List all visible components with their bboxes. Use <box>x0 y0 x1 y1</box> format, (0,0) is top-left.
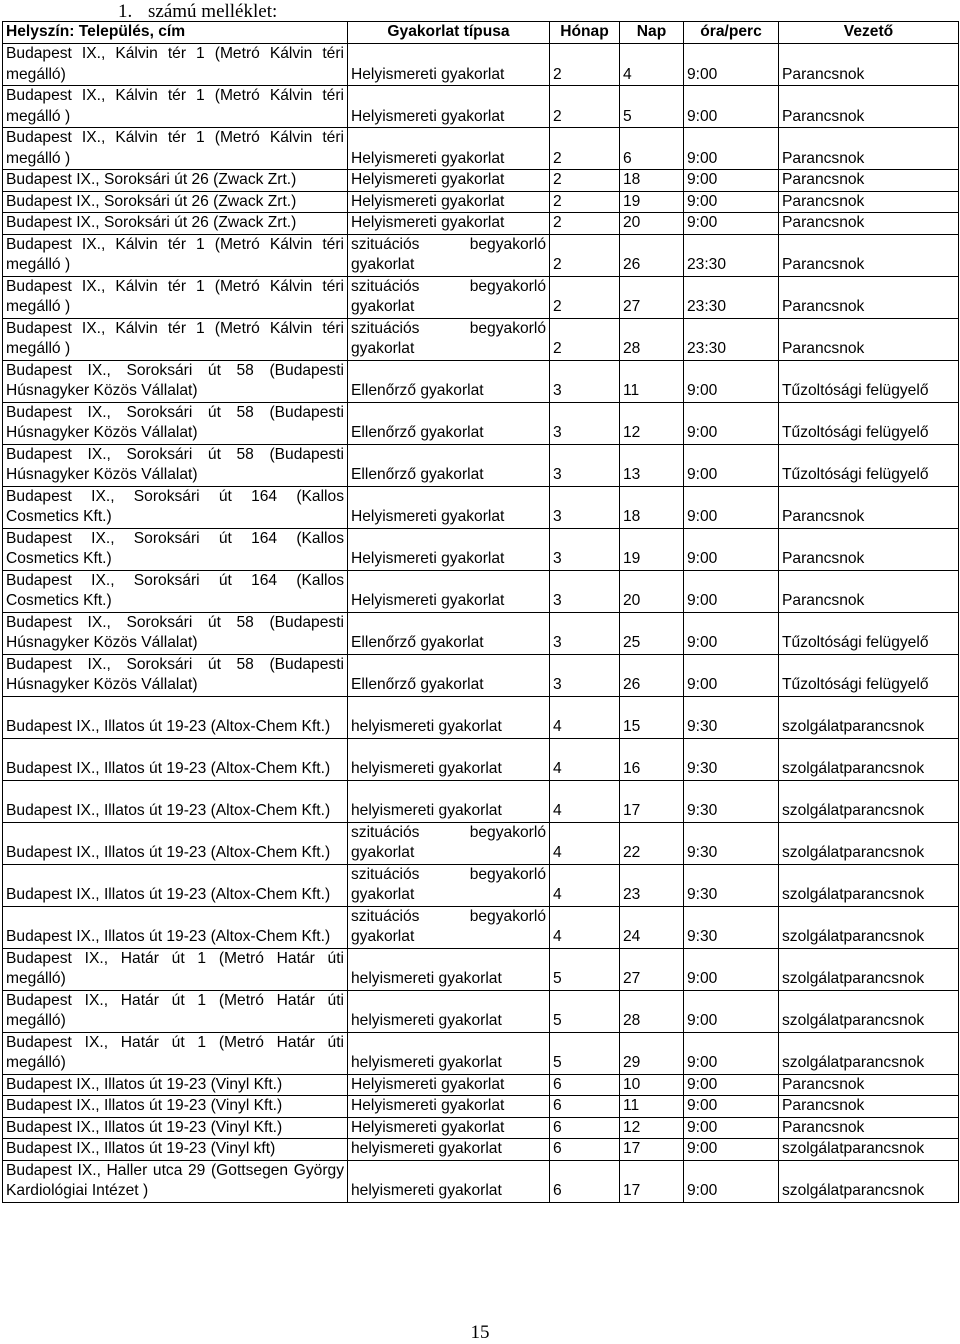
leader-cell: szolgálatparancsnok <box>779 780 959 822</box>
exercise-type-cell: Helyismereti gyakorlat <box>348 213 550 235</box>
table-row <box>3 906 959 948</box>
location-cell: Budapest IX., Határ út 1 (Metró Határ úti megálló) <box>3 1032 348 1074</box>
exercise-type-cell: helyismereti gyakorlat <box>348 948 550 990</box>
table-body <box>3 44 959 1203</box>
month-cell: 3 <box>550 444 620 486</box>
day-cell: 28 <box>620 318 684 360</box>
month-cell: 2 <box>550 213 620 235</box>
month-cell: 6 <box>550 1074 620 1096</box>
table-row <box>3 213 959 235</box>
table-row <box>3 486 959 528</box>
table-row <box>3 864 959 906</box>
table-row <box>3 1139 959 1161</box>
time-cell: 9:00 <box>684 44 779 86</box>
day-cell: 29 <box>620 1032 684 1074</box>
exercise-type-cell: helyismereti gyakorlat <box>348 1032 550 1074</box>
location-cell: Budapest IX., Illatos út 19-23 (Altox-Chem Kft.) <box>3 780 348 822</box>
location-cell: Budapest IX., Haller utca 29 (Gottsegen György Kardiológiai Intézet ) <box>3 1160 348 1202</box>
location-cell: Budapest IX., Kálvin tér 1 (Metró Kálvin téri megálló ) <box>3 128 348 170</box>
day-cell: 18 <box>620 170 684 192</box>
month-cell: 3 <box>550 486 620 528</box>
exercise-type-cell: helyismereti gyakorlat <box>348 696 550 738</box>
time-cell: 9:00 <box>684 1117 779 1139</box>
time-cell: 9:30 <box>684 906 779 948</box>
day-cell: 17 <box>620 780 684 822</box>
day-cell: 22 <box>620 822 684 864</box>
header-month: Hónap <box>550 22 620 44</box>
month-cell: 6 <box>550 1096 620 1118</box>
time-cell: 9:00 <box>684 1032 779 1074</box>
day-cell: 16 <box>620 738 684 780</box>
month-cell: 5 <box>550 948 620 990</box>
leader-cell: Parancsnok <box>779 128 959 170</box>
time-cell: 9:00 <box>684 612 779 654</box>
table-row <box>3 780 959 822</box>
location-cell: Budapest IX., Határ út 1 (Metró Határ úti megálló) <box>3 948 348 990</box>
header-leader: Vezető <box>779 22 959 44</box>
day-cell: 20 <box>620 213 684 235</box>
location-cell: Budapest IX., Soroksári út 58 (Budapesti Húsnagyker Közös Vállalat) <box>3 612 348 654</box>
exercise-type-cell: helyismereti gyakorlat <box>348 1160 550 1202</box>
time-cell: 9:00 <box>684 1074 779 1096</box>
leader-cell: szolgálatparancsnok <box>779 864 959 906</box>
location-cell: Budapest IX., Kálvin tér 1 (Metró Kálvin téri megálló) <box>3 44 348 86</box>
exercise-type-cell: helyismereti gyakorlat <box>348 738 550 780</box>
day-cell: 19 <box>620 191 684 213</box>
month-cell: 6 <box>550 1117 620 1139</box>
month-cell: 3 <box>550 402 620 444</box>
time-cell: 9:00 <box>684 170 779 192</box>
location-cell: Budapest IX., Soroksári út 26 (Zwack Zrt.) <box>3 170 348 192</box>
leader-cell: szolgálatparancsnok <box>779 906 959 948</box>
table-row <box>3 1160 959 1202</box>
day-cell: 20 <box>620 570 684 612</box>
time-cell: 9:00 <box>684 570 779 612</box>
day-cell: 15 <box>620 696 684 738</box>
header-location: Helyszín: Település, cím <box>3 22 348 44</box>
leader-cell: szolgálatparancsnok <box>779 1032 959 1074</box>
header-day: Nap <box>620 22 684 44</box>
time-cell: 9:30 <box>684 696 779 738</box>
month-cell: 3 <box>550 570 620 612</box>
location-cell: Budapest IX., Soroksári út 26 (Zwack Zrt.) <box>3 213 348 235</box>
time-cell: 9:00 <box>684 360 779 402</box>
month-cell: 2 <box>550 318 620 360</box>
leader-cell: szolgálatparancsnok <box>779 822 959 864</box>
exercise-type-cell: Helyismereti gyakorlat <box>348 1074 550 1096</box>
month-cell: 4 <box>550 738 620 780</box>
exercise-type-cell: szituációs begyakorló gyakorlat <box>348 234 550 276</box>
leader-cell: Parancsnok <box>779 1096 959 1118</box>
table-row <box>3 444 959 486</box>
time-cell: 23:30 <box>684 318 779 360</box>
table-row <box>3 360 959 402</box>
exercise-type-cell: Helyismereti gyakorlat <box>348 486 550 528</box>
exercise-type-cell: szituációs begyakorló gyakorlat <box>348 318 550 360</box>
table-row <box>3 696 959 738</box>
table-row <box>3 191 959 213</box>
time-cell: 23:30 <box>684 234 779 276</box>
location-cell: Budapest IX., Kálvin tér 1 (Metró Kálvin téri megálló ) <box>3 276 348 318</box>
location-cell: Budapest IX., Soroksári út 58 (Budapesti Húsnagyker Közös Vállalat) <box>3 444 348 486</box>
leader-cell: szolgálatparancsnok <box>779 1160 959 1202</box>
month-cell: 4 <box>550 822 620 864</box>
day-cell: 25 <box>620 612 684 654</box>
location-cell: Budapest IX., Kálvin tér 1 (Metró Kálvin téri megálló ) <box>3 318 348 360</box>
time-cell: 9:00 <box>684 948 779 990</box>
location-cell: Budapest IX., Soroksári út 58 (Budapesti Húsnagyker Közös Vállalat) <box>3 402 348 444</box>
location-cell: Budapest IX., Soroksári út 26 (Zwack Zrt.) <box>3 191 348 213</box>
day-cell: 26 <box>620 234 684 276</box>
location-cell: Budapest IX., Illatos út 19-23 (Altox-Chem Kft.) <box>3 906 348 948</box>
table-row <box>3 1074 959 1096</box>
day-cell: 28 <box>620 990 684 1032</box>
table-row <box>3 276 959 318</box>
exercise-type-cell: Helyismereti gyakorlat <box>348 170 550 192</box>
location-cell: Budapest IX., Határ út 1 (Metró Határ úti megálló) <box>3 990 348 1032</box>
time-cell: 9:00 <box>684 213 779 235</box>
time-cell: 9:00 <box>684 1139 779 1161</box>
schedule-table <box>2 21 959 1203</box>
time-cell: 9:00 <box>684 1160 779 1202</box>
header-time: óra/perc <box>684 22 779 44</box>
table-row <box>3 990 959 1032</box>
location-cell: Budapest IX., Soroksári út 164 (Kallos Cosmetics Kft.) <box>3 486 348 528</box>
table-row <box>3 318 959 360</box>
time-cell: 9:00 <box>684 128 779 170</box>
leader-cell: Tűzoltósági felügyelő <box>779 612 959 654</box>
time-cell: 9:30 <box>684 780 779 822</box>
day-cell: 27 <box>620 948 684 990</box>
month-cell: 2 <box>550 128 620 170</box>
exercise-type-cell: Ellenőrző gyakorlat <box>348 444 550 486</box>
time-cell: 9:00 <box>684 444 779 486</box>
month-cell: 4 <box>550 906 620 948</box>
table-row <box>3 528 959 570</box>
day-cell: 23 <box>620 864 684 906</box>
location-cell: Budapest IX., Soroksári út 164 (Kallos Cosmetics Kft.) <box>3 528 348 570</box>
exercise-type-cell: Ellenőrző gyakorlat <box>348 360 550 402</box>
annex-title: számú melléklet: <box>148 1 278 22</box>
day-cell: 11 <box>620 360 684 402</box>
time-cell: 9:00 <box>684 86 779 128</box>
month-cell: 2 <box>550 44 620 86</box>
day-cell: 5 <box>620 86 684 128</box>
exercise-type-cell: Helyismereti gyakorlat <box>348 44 550 86</box>
leader-cell: Tűzoltósági felügyelő <box>779 444 959 486</box>
table-row <box>3 234 959 276</box>
header-exercise-type: Gyakorlat típusa <box>348 22 550 44</box>
day-cell: 4 <box>620 44 684 86</box>
leader-cell: szolgálatparancsnok <box>779 696 959 738</box>
table-row <box>3 570 959 612</box>
table-row <box>3 86 959 128</box>
leader-cell: Parancsnok <box>779 191 959 213</box>
leader-cell: Parancsnok <box>779 1074 959 1096</box>
time-cell: 9:00 <box>684 402 779 444</box>
page-number: 15 <box>470 1322 490 1343</box>
exercise-type-cell: Helyismereti gyakorlat <box>348 1096 550 1118</box>
table-row <box>3 44 959 86</box>
leader-cell: Parancsnok <box>779 528 959 570</box>
table-row <box>3 1117 959 1139</box>
leader-cell: szolgálatparancsnok <box>779 1139 959 1161</box>
day-cell: 18 <box>620 486 684 528</box>
leader-cell: Parancsnok <box>779 234 959 276</box>
leader-cell: szolgálatparancsnok <box>779 948 959 990</box>
day-cell: 17 <box>620 1139 684 1161</box>
leader-cell: Parancsnok <box>779 486 959 528</box>
table-row <box>3 654 959 696</box>
day-cell: 24 <box>620 906 684 948</box>
exercise-type-cell: szituációs begyakorló gyakorlat <box>348 906 550 948</box>
month-cell: 4 <box>550 780 620 822</box>
day-cell: 10 <box>620 1074 684 1096</box>
table-row <box>3 170 959 192</box>
leader-cell: Parancsnok <box>779 318 959 360</box>
leader-cell: Parancsnok <box>779 44 959 86</box>
time-cell: 9:00 <box>684 528 779 570</box>
leader-cell: Parancsnok <box>779 276 959 318</box>
month-cell: 3 <box>550 528 620 570</box>
exercise-type-cell: szituációs begyakorló gyakorlat <box>348 822 550 864</box>
month-cell: 5 <box>550 1032 620 1074</box>
exercise-type-cell: Helyismereti gyakorlat <box>348 570 550 612</box>
location-cell: Budapest IX., Kálvin tér 1 (Metró Kálvin téri megálló ) <box>3 234 348 276</box>
time-cell: 9:00 <box>684 1096 779 1118</box>
day-cell: 26 <box>620 654 684 696</box>
month-cell: 6 <box>550 1139 620 1161</box>
exercise-type-cell: szituációs begyakorló gyakorlat <box>348 864 550 906</box>
location-cell: Budapest IX., Illatos út 19-23 (Altox-Chem Kft.) <box>3 822 348 864</box>
exercise-type-cell: helyismereti gyakorlat <box>348 780 550 822</box>
location-cell: Budapest IX., Kálvin tér 1 (Metró Kálvin téri megálló ) <box>3 86 348 128</box>
table-row <box>3 738 959 780</box>
location-cell: Budapest IX., Illatos út 19-23 (Altox-Chem Kft.) <box>3 864 348 906</box>
month-cell: 2 <box>550 170 620 192</box>
leader-cell: Parancsnok <box>779 1117 959 1139</box>
table-row <box>3 822 959 864</box>
table-header-row <box>3 22 959 44</box>
location-cell: Budapest IX., Illatos út 19-23 (Vinyl kft) <box>3 1139 348 1161</box>
location-cell: Budapest IX., Illatos út 19-23 (Vinyl Kft.) <box>3 1117 348 1139</box>
month-cell: 3 <box>550 654 620 696</box>
exercise-type-cell: helyismereti gyakorlat <box>348 1139 550 1161</box>
exercise-type-cell: Helyismereti gyakorlat <box>348 191 550 213</box>
day-cell: 27 <box>620 276 684 318</box>
exercise-type-cell: Helyismereti gyakorlat <box>348 528 550 570</box>
month-cell: 2 <box>550 86 620 128</box>
table-row <box>3 128 959 170</box>
day-cell: 6 <box>620 128 684 170</box>
location-cell: Budapest IX., Illatos út 19-23 (Altox-Chem Kft.) <box>3 738 348 780</box>
month-cell: 6 <box>550 1160 620 1202</box>
time-cell: 9:30 <box>684 822 779 864</box>
location-cell: Budapest IX., Illatos út 19-23 (Altox-Chem Kft.) <box>3 696 348 738</box>
annex-number: 1. <box>118 1 133 22</box>
day-cell: 12 <box>620 1117 684 1139</box>
day-cell: 11 <box>620 1096 684 1118</box>
time-cell: 9:00 <box>684 654 779 696</box>
leader-cell: Parancsnok <box>779 86 959 128</box>
time-cell: 9:00 <box>684 486 779 528</box>
table-row <box>3 1096 959 1118</box>
leader-cell: Parancsnok <box>779 570 959 612</box>
exercise-type-cell: Ellenőrző gyakorlat <box>348 612 550 654</box>
table-row <box>3 612 959 654</box>
time-cell: 9:30 <box>684 738 779 780</box>
time-cell: 9:00 <box>684 191 779 213</box>
leader-cell: Tűzoltósági felügyelő <box>779 654 959 696</box>
table-row <box>3 948 959 990</box>
time-cell: 9:00 <box>684 990 779 1032</box>
month-cell: 2 <box>550 276 620 318</box>
day-cell: 13 <box>620 444 684 486</box>
month-cell: 4 <box>550 696 620 738</box>
leader-cell: szolgálatparancsnok <box>779 738 959 780</box>
time-cell: 9:30 <box>684 864 779 906</box>
exercise-type-cell: szituációs begyakorló gyakorlat <box>348 276 550 318</box>
day-cell: 19 <box>620 528 684 570</box>
location-cell: Budapest IX., Soroksári út 58 (Budapesti Húsnagyker Közös Vállalat) <box>3 360 348 402</box>
exercise-type-cell: helyismereti gyakorlat <box>348 990 550 1032</box>
month-cell: 3 <box>550 360 620 402</box>
exercise-type-cell: Helyismereti gyakorlat <box>348 1117 550 1139</box>
month-cell: 5 <box>550 990 620 1032</box>
location-cell: Budapest IX., Illatos út 19-23 (Vinyl Kft.) <box>3 1074 348 1096</box>
leader-cell: Tűzoltósági felügyelő <box>779 402 959 444</box>
month-cell: 2 <box>550 191 620 213</box>
month-cell: 2 <box>550 234 620 276</box>
leader-cell: Tűzoltósági felügyelő <box>779 360 959 402</box>
table-row <box>3 402 959 444</box>
time-cell: 23:30 <box>684 276 779 318</box>
location-cell: Budapest IX., Soroksári út 164 (Kallos Cosmetics Kft.) <box>3 570 348 612</box>
table-row <box>3 1032 959 1074</box>
month-cell: 4 <box>550 864 620 906</box>
month-cell: 3 <box>550 612 620 654</box>
leader-cell: Parancsnok <box>779 170 959 192</box>
location-cell: Budapest IX., Soroksári út 58 (Budapesti Húsnagyker Közös Vállalat) <box>3 654 348 696</box>
exercise-type-cell: Helyismereti gyakorlat <box>348 86 550 128</box>
exercise-type-cell: Ellenőrző gyakorlat <box>348 402 550 444</box>
exercise-type-cell: Helyismereti gyakorlat <box>348 128 550 170</box>
leader-cell: Parancsnok <box>779 213 959 235</box>
day-cell: 17 <box>620 1160 684 1202</box>
location-cell: Budapest IX., Illatos út 19-23 (Vinyl Kft.) <box>3 1096 348 1118</box>
day-cell: 12 <box>620 402 684 444</box>
exercise-type-cell: Ellenőrző gyakorlat <box>348 654 550 696</box>
leader-cell: szolgálatparancsnok <box>779 990 959 1032</box>
